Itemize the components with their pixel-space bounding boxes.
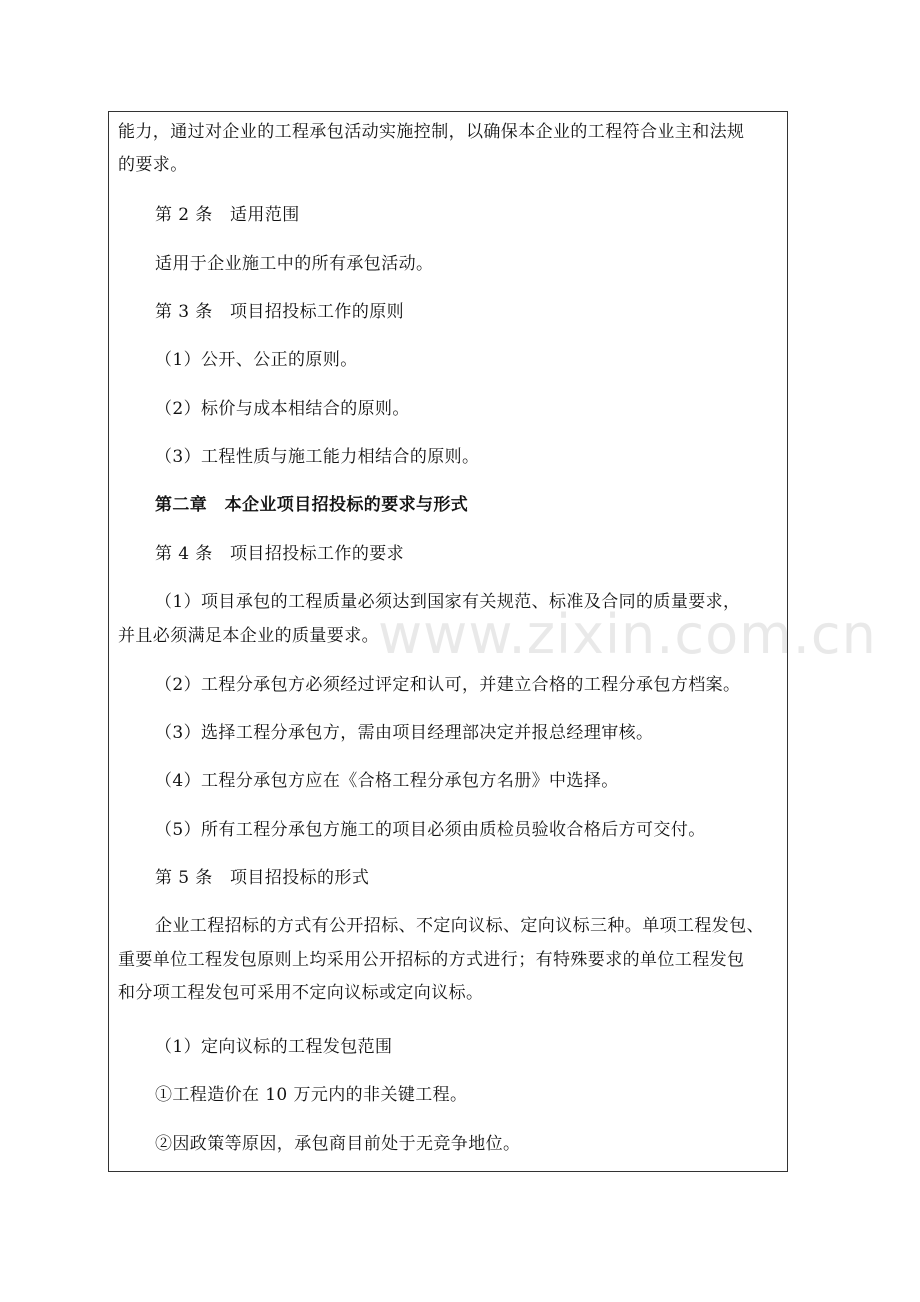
- watermark: www.zixin.com.cn: [378, 603, 877, 666]
- chapter-heading: 第二章 本企业项目招投标的要求与形式: [155, 495, 469, 515]
- list-item: ①工程造价在 10 万元内的非关键工程。: [155, 1085, 468, 1105]
- list-item: ②因政策等原因，承包商目前处于无竞争地位。: [155, 1134, 521, 1154]
- list-item: （1）定向议标的工程发包范围: [155, 1037, 393, 1057]
- article-heading: 第 4 条 项目招投标工作的要求: [155, 544, 405, 564]
- list-item: （5）所有工程分承包方施工的项目必须由质检员验收合格后方可交付。: [155, 820, 706, 840]
- article-heading: 第 2 条 适用范围: [155, 205, 300, 225]
- list-item: （4）工程分承包方应在《合格工程分承包方名册》中选择。: [155, 771, 619, 791]
- list-item: （2）工程分承包方必须经过评定和认可，并建立合格的工程分承包方档案。: [155, 675, 741, 695]
- paragraph-line: 企业工程招标的方式有公开招标、不定向议标、定向议标三种。单项工程发包、: [155, 916, 764, 936]
- paragraph-line: 的要求。: [118, 155, 188, 175]
- paragraph-line: 重要单位工程发包原则上均采用公开招标的方式进行；有特殊要求的单位工程发包: [118, 950, 745, 970]
- paragraph-line: 并且必须满足本企业的质量要求。: [118, 626, 379, 646]
- list-item: （3）工程性质与施工能力相结合的原则。: [155, 447, 480, 467]
- paragraph-line: 适用于企业施工中的所有承包活动。: [155, 254, 434, 274]
- paragraph-line: 和分项工程发包可采用不定向议标或定向议标。: [118, 983, 484, 1003]
- article-heading: 第 5 条 项目招投标的形式: [155, 868, 370, 888]
- article-heading: 第 3 条 项目招投标工作的原则: [155, 302, 405, 322]
- list-item: （3）选择工程分承包方，需由项目经理部决定并报总经理审核。: [155, 723, 654, 743]
- list-item: （1）公开、公正的原则。: [155, 350, 358, 370]
- list-item: （1）项目承包的工程质量必须达到国家有关规范、标准及合同的质量要求，: [155, 592, 741, 612]
- paragraph-line: 能力，通过对企业的工程承包活动实施控制，以确保本企业的工程符合业主和法规: [118, 122, 745, 142]
- list-item: （2）标价与成本相结合的原则。: [155, 399, 410, 419]
